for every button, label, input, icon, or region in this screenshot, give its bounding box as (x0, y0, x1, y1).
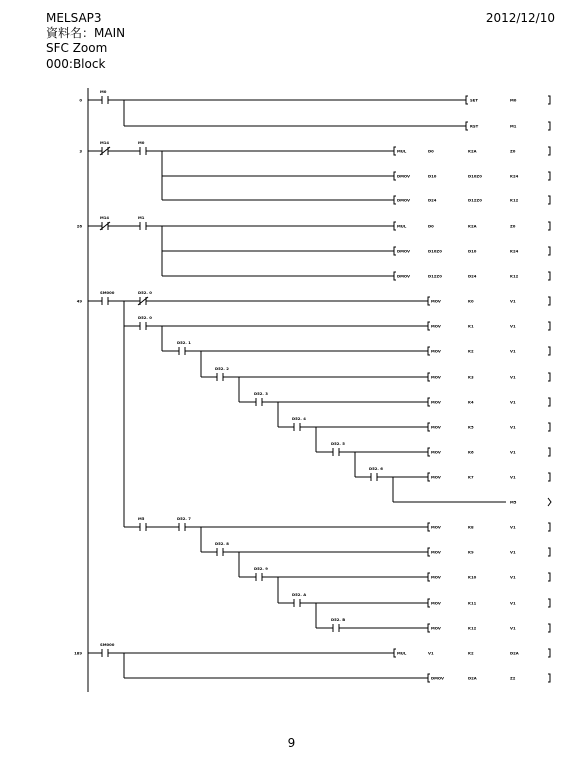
instruction-operand: D24 (468, 273, 477, 279)
no-contact (179, 523, 185, 531)
coil-operand: M0 (510, 97, 517, 103)
no-contact (140, 222, 146, 230)
instruction-bracket (394, 196, 396, 204)
no-contact (179, 347, 185, 355)
bracket-close (548, 96, 550, 104)
instruction-bracket (428, 674, 430, 682)
bracket-close (548, 147, 550, 155)
no-contact (294, 423, 300, 431)
view-mode: SFC Zoom (46, 41, 108, 55)
instruction-operand: K12 (468, 625, 477, 631)
instruction-operand: D10Z0 (468, 173, 482, 179)
instruction-operand: K0 (468, 298, 474, 304)
no-contact (256, 398, 262, 406)
instruction-name: MUL (397, 148, 407, 154)
bracket-close (548, 523, 550, 531)
instruction-bracket (428, 599, 430, 607)
no-contact (333, 624, 339, 632)
instruction-bracket (428, 297, 430, 305)
contact-label: SM000 (100, 290, 115, 295)
nc-contact (138, 297, 148, 305)
instruction-operand: D2A (468, 675, 477, 681)
instruction-name: MOV (431, 374, 441, 380)
bracket-close (548, 448, 550, 456)
instruction-operand: K5 (468, 424, 474, 430)
instruction-bracket (394, 649, 396, 657)
instruction-operand: K2 (468, 650, 474, 656)
instruction-name: DMOV (397, 248, 410, 254)
output-coil (548, 498, 551, 506)
no-contact (140, 322, 146, 330)
instruction-name: DMOV (397, 197, 410, 203)
ladder-elements (74, 89, 551, 682)
contact-label: M1 (138, 215, 145, 220)
instruction-bracket (394, 247, 396, 255)
instruction-operand: Z0 (510, 223, 516, 229)
app-title: MELSAP3 (46, 11, 102, 25)
instruction-operand: V1 (510, 600, 516, 606)
instruction-operand: K2A (468, 223, 477, 229)
step-number: 49 (76, 298, 82, 304)
step-number: 3 (79, 148, 82, 154)
instruction-operand: K10 (468, 574, 477, 580)
nc-contact (100, 147, 110, 155)
instruction-name: MOV (431, 574, 441, 580)
contact-label: SM000 (100, 642, 115, 647)
instruction-bracket (428, 322, 430, 330)
instruction-bracket (428, 624, 430, 632)
instruction-operand: D12Z0 (468, 197, 482, 203)
instruction-operand: D10Z0 (428, 248, 442, 254)
instruction-operand: K3 (468, 374, 474, 380)
coil-instruction: SET (470, 97, 478, 103)
instruction-name: MUL (397, 650, 407, 656)
no-contact (217, 373, 223, 381)
instruction-operand: Z2 (510, 675, 516, 681)
instruction-bracket (428, 523, 430, 531)
instruction-bracket (428, 423, 430, 431)
instruction-bracket (394, 272, 396, 280)
no-contact (102, 297, 108, 305)
instruction-bracket (428, 548, 430, 556)
instruction-name: MOV (431, 474, 441, 480)
instruction-operand: V1 (510, 549, 516, 555)
instruction-operand: V1 (510, 348, 516, 354)
instruction-operand: D0 (428, 223, 434, 229)
bracket-close (548, 122, 550, 130)
instruction-operand: K9 (468, 549, 474, 555)
instruction-name: MOV (431, 549, 441, 555)
instruction-operand: V1 (510, 625, 516, 631)
output-operand: M5 (510, 499, 517, 505)
instruction-bracket (428, 373, 430, 381)
bracket-close (548, 423, 550, 431)
instruction-operand: V1 (510, 424, 516, 430)
contact-label: M5 (138, 516, 145, 521)
bracket-close (548, 172, 550, 180)
contact-label: D52. 4 (292, 416, 306, 421)
bracket-close (548, 649, 550, 657)
instruction-operand: K7 (468, 474, 474, 480)
no-contact (333, 448, 339, 456)
contact-label: D52. 1 (177, 340, 191, 345)
instruction-operand: V1 (510, 449, 516, 455)
instruction-operand: V1 (510, 323, 516, 329)
contact-label: D52. 0 (138, 315, 152, 320)
instruction-operand: D2A (510, 650, 519, 656)
instruction-name: MOV (431, 600, 441, 606)
bracket-close (548, 297, 550, 305)
step-number: 189 (74, 650, 82, 656)
contact-label: D52. 7 (177, 516, 191, 521)
bracket-close (548, 674, 550, 682)
bracket-close (548, 196, 550, 204)
contact-label: D52. A (292, 592, 307, 597)
instruction-operand: K12 (510, 273, 519, 279)
step-number: 26 (76, 223, 82, 229)
instruction-operand: Z0 (510, 148, 516, 154)
coil-bracket (466, 96, 468, 104)
instruction-bracket (428, 573, 430, 581)
page-number: 9 (287, 736, 296, 750)
no-contact (140, 523, 146, 531)
instruction-operand: V1 (510, 298, 516, 304)
instruction-bracket (428, 448, 430, 456)
no-contact (217, 548, 223, 556)
instruction-name: MOV (431, 424, 441, 430)
instruction-operand: D24 (428, 197, 437, 203)
instruction-operand: K24 (510, 173, 519, 179)
bracket-close (548, 322, 550, 330)
no-contact (256, 573, 262, 581)
no-contact (294, 599, 300, 607)
instruction-operand: K6 (468, 449, 474, 455)
no-contact (140, 147, 146, 155)
contact-label: D52. B (331, 617, 346, 622)
instruction-operand: D10 (468, 248, 477, 254)
instruction-name: MOV (431, 625, 441, 631)
instruction-name: MOV (431, 399, 441, 405)
instruction-name: DMOV (397, 273, 410, 279)
bracket-close (548, 398, 550, 406)
bracket-close (548, 599, 550, 607)
instruction-operand: K8 (468, 524, 474, 530)
instruction-operand: K1 (468, 323, 474, 329)
instruction-operand: V1 (510, 574, 516, 580)
instruction-bracket (394, 222, 396, 230)
instruction-operand: V1 (510, 399, 516, 405)
bracket-close (548, 473, 550, 481)
bracket-close (548, 272, 550, 280)
instruction-name: MOV (431, 298, 441, 304)
no-contact (371, 473, 377, 481)
print-date: 2012/12/10 (485, 11, 555, 25)
coil-instruction: RST (470, 123, 479, 129)
contact-label: D52. 8 (215, 541, 229, 546)
instruction-bracket (428, 347, 430, 355)
instruction-name: MOV (431, 323, 441, 329)
instruction-bracket (394, 147, 396, 155)
instruction-name: MOV (431, 348, 441, 354)
instruction-operand: K11 (468, 600, 477, 606)
contact-label: D52. 9 (254, 566, 268, 571)
contact-label: D52. 2 (215, 366, 229, 371)
bracket-close (548, 373, 550, 381)
instruction-name: DMOV (431, 675, 444, 681)
step-number: 0 (79, 97, 82, 103)
instruction-name: MOV (431, 524, 441, 530)
contact-label: M14 (100, 215, 110, 220)
coil-bracket (466, 122, 468, 130)
instruction-bracket (394, 172, 396, 180)
instruction-name: DMOV (397, 173, 410, 179)
instruction-operand: K2A (468, 148, 477, 154)
instruction-name: MUL (397, 223, 407, 229)
bracket-close (548, 347, 550, 355)
contact-label: M0 (100, 89, 107, 94)
instruction-bracket (428, 473, 430, 481)
instruction-operand: D10 (428, 173, 437, 179)
bracket-close (548, 222, 550, 230)
contact-label: M0 (138, 140, 145, 145)
no-contact (102, 649, 108, 657)
instruction-operand: K4 (468, 399, 474, 405)
instruction-operand: V1 (510, 374, 516, 380)
instruction-operand: K24 (510, 248, 519, 254)
bracket-close (548, 624, 550, 632)
instruction-operand: V1 (510, 524, 516, 530)
bracket-close (548, 548, 550, 556)
instruction-operand: D12Z0 (428, 273, 442, 279)
contact-label: D52. 6 (369, 466, 383, 471)
ladder-wiring (88, 88, 506, 692)
instruction-operand: K2 (468, 348, 474, 354)
instruction-operand: V1 (428, 650, 434, 656)
instruction-operand: V1 (510, 474, 516, 480)
coil-operand: M1 (510, 123, 517, 129)
contact-label: D52. 5 (331, 441, 345, 446)
instruction-bracket (428, 398, 430, 406)
bracket-close (548, 247, 550, 255)
contact-label: D52. 0 (138, 290, 152, 295)
program-name: 資料名：MAIN (46, 26, 126, 40)
instruction-name: MOV (431, 449, 441, 455)
nc-contact (100, 222, 110, 230)
block-name: 000:Block (46, 57, 106, 71)
contact-label: D52. 3 (254, 391, 268, 396)
no-contact (102, 96, 108, 104)
instruction-operand: K12 (510, 197, 519, 203)
instruction-operand: D0 (428, 148, 434, 154)
bracket-close (548, 573, 550, 581)
contact-label: M14 (100, 140, 110, 145)
